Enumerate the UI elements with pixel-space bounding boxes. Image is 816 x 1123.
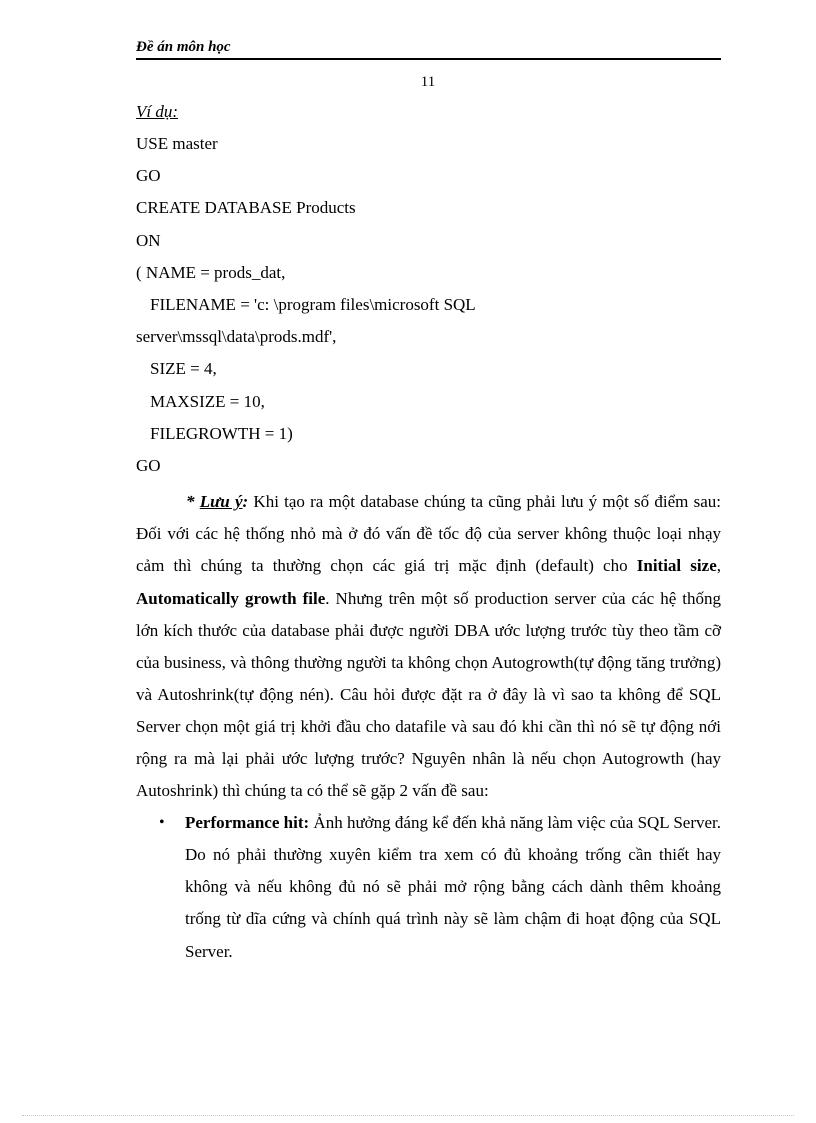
code-line: FILEGROWTH = 1)	[150, 423, 293, 443]
note-label-text: Lưu ý	[199, 492, 243, 512]
bullet-text: Ảnh hưởng đáng kể đến khả năng làm việc của SQL Server. Do nó phải thường xuyên kiểm tra xem có đủ khoảng trống cần thiết hay không và nếu không đủ nó sẽ phải mở rộng bằng cách dành thêm khoảng trống từ dĩa cứng và chính quá trình này sẽ làm chậm đi hoạt động của SQL Server.	[185, 813, 721, 961]
note-text: . Nhưng trên một số production server của các hệ thống lớn kích thước của database phải được người DBA ước lượng trước tùy theo tầm cỡ của business, và thông thường người ta không chọn Autogrowth(tự động tăng trưởng) và Autoshrink(tự động nén). Câu hỏi được đặt ra ở đây là vì sao ta không để SQL Server chọn một giá trị khởi đầu cho datafile và sau đó khi cần thì nó sẽ tự động nới rộng ra mà lại phải ước lượng trước? Nguyên nhân là nếu chọn Autogrowth (hay Autoshrink) thì chúng ta có thể sẽ gặp 2 vấn đề sau:	[136, 588, 721, 801]
header-title: Đề án môn học	[136, 39, 231, 55]
page-bottom-divider	[22, 1115, 794, 1116]
code-line: SIZE = 4,	[150, 359, 217, 379]
code-line: CREATE DATABASE Products	[136, 198, 356, 218]
note-bold-term: Automatically growth file	[136, 588, 326, 608]
code-line: ( NAME = prods_dat,	[136, 262, 286, 282]
code-line: GO	[136, 166, 161, 186]
bullet-marker: •	[159, 814, 165, 832]
code-line: FILENAME = 'c: \program files\microsoft SQL	[150, 295, 476, 315]
note-text: ,	[716, 556, 721, 576]
code-line: GO	[136, 456, 161, 476]
note-colon: :	[242, 492, 249, 512]
page-number: 11	[420, 74, 436, 90]
note-text: Khi tạo ra một database chúng ta cũng phải lưu ý một số điểm sau: Đối với các hệ thống nhỏ mà ở đó vấn đề tốc độ của server không thuộc loại nhạy cảm thì chúng ta thường chọn các giá trị mặc định (default) cho	[136, 492, 721, 576]
code-line: USE master	[136, 134, 218, 153]
code-block	[136, 128, 721, 482]
note-star: *	[186, 492, 200, 512]
page-header	[136, 38, 721, 60]
note-paragraph	[136, 486, 721, 807]
bullet-title: Performance hit:	[185, 813, 310, 833]
note-label	[186, 492, 248, 511]
document-body	[136, 96, 721, 968]
code-line: server\mssql\data\prods.mdf',	[136, 327, 337, 347]
code-line: MAXSIZE = 10,	[150, 391, 265, 411]
bullet-item	[136, 807, 721, 967]
code-line: ON	[136, 230, 161, 250]
note-bold-term: Initial size	[636, 556, 717, 576]
example-label: Ví dụ:	[136, 102, 179, 121]
